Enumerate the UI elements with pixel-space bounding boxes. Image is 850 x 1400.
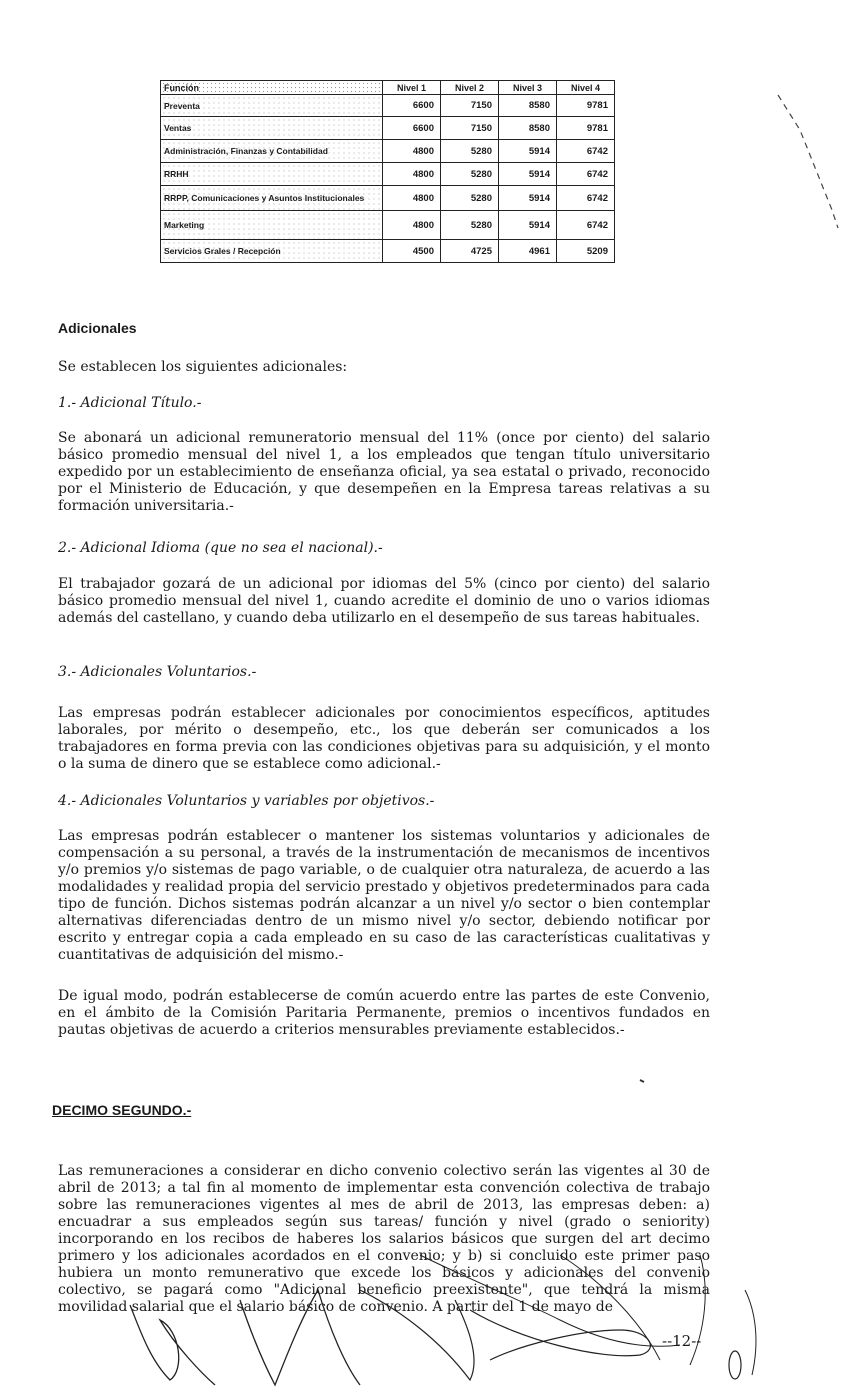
cell-funcion: Servicios Grales / Recepción — [161, 240, 383, 263]
cell-nivel-2: 7150 — [441, 117, 499, 140]
cell-nivel-4: 6742 — [557, 163, 615, 186]
cell-funcion: Preventa — [161, 95, 383, 117]
cell-nivel-2: 7150 — [441, 95, 499, 117]
table-header-row — [161, 81, 615, 95]
paragraph-decimo-segundo: Las remuneraciones a considerar en dicho convenio colectivo serán las vigentes al 30 de abril de 2013; a tal fin al momento de implementar esta convención colectiva de trabajo sobre las remuneraciones vigentes al mes de abril de 2013, las empresas deben: a) encuadrar a sus empleados según sus tareas/ función y nivel (grado o seniority) incorporando en los recibos de haberes los salarios básicos que surgen del art decimo primero y los adicionales acordados en el convenio; y b) si concluido este primer paso hubiera un monto remunerativo que excede los básicos y adicionales del convenio colectivo, se pagará como "Adicional beneficio preexistente", que tendrá la misma movilidad salarial que el salario básico de convenio. A partir del 1 de mayo de — [58, 1163, 710, 1315]
cell-nivel-3: 8580 — [499, 117, 557, 140]
table-row — [161, 211, 615, 240]
cell-nivel-3: 8580 — [499, 95, 557, 117]
cell-nivel-3: 5914 — [499, 211, 557, 240]
item-title-variables: 4.- Adicionales Voluntarios y variables por objetivos.- — [58, 793, 435, 809]
cell-nivel-1: 4800 — [383, 186, 441, 211]
col-header-nivel-2: Nivel 2 — [441, 81, 499, 95]
table-row — [161, 186, 615, 211]
cell-funcion: RRHH — [161, 163, 383, 186]
cell-nivel-3: 5914 — [499, 140, 557, 163]
table-row — [161, 240, 615, 263]
item-title-voluntarios: 3.- Adicionales Voluntarios.- — [58, 664, 257, 680]
col-header-nivel-3: Nivel 3 — [499, 81, 557, 95]
cell-nivel-3: 5914 — [499, 186, 557, 211]
cell-funcion: Marketing — [161, 211, 383, 240]
table-row — [161, 117, 615, 140]
section-heading-adicionales: Adicionales — [58, 320, 137, 336]
item-title-titulo: 1.- Adicional Título.- — [58, 395, 202, 411]
cell-nivel-3: 5914 — [499, 163, 557, 186]
cell-nivel-2: 5280 — [441, 140, 499, 163]
cell-nivel-2: 4725 — [441, 240, 499, 263]
col-header-nivel-1: Nivel 1 — [383, 81, 441, 95]
cell-funcion: RRPP, Comunicaciones y Asuntos Institucionales — [161, 186, 383, 211]
paragraph-variables-2: De igual modo, podrán establecerse de común acuerdo entre las partes de este Convenio, en el ámbito de la Comisión Paritaria Permanente, premios o incentivos fundados en pautas objetivas de acuerdo a criterios mensurables previamente establecidos.- — [58, 988, 710, 1038]
table-row — [161, 95, 615, 117]
table-row — [161, 140, 615, 163]
cell-nivel-1: 4800 — [383, 163, 441, 186]
cell-funcion: Ventas — [161, 117, 383, 140]
cell-nivel-4: 6742 — [557, 211, 615, 240]
cell-nivel-1: 4800 — [383, 140, 441, 163]
adicionales-intro: Se establecen los siguientes adicionales: — [58, 359, 348, 375]
cell-nivel-2: 5280 — [441, 163, 499, 186]
cell-nivel-1: 4500 — [383, 240, 441, 263]
cell-funcion: Administración, Finanzas y Contabilidad — [161, 140, 383, 163]
cell-nivel-1: 6600 — [383, 117, 441, 140]
cell-nivel-4: 9781 — [557, 95, 615, 117]
paragraph-variables-1: Las empresas podrán establecer o mantener los sistemas voluntarios y adicionales de compensación a su personal, a través de la instrumentación de mecanismos de incentivos y/o premios y/o sistemas de pago variable, o de cualquier otra naturaleza, de acuerdo a las modalidades y realidad propia del servicio prestado y objetivos predeterminados para cada tipo de función. Dichos sistemas podrán alcanzar a un nivel y/o sector o bien contemplar alternativas diferenciadas dentro de un mismo nivel y/o sector, debiendo notificar por escrito y entregar copia a cada empleado en su caso de las características cualitativas y cuantitativas de adquisición del mismo.- — [58, 828, 710, 963]
cell-nivel-3: 4961 — [499, 240, 557, 263]
cell-nivel-4: 6742 — [557, 140, 615, 163]
cell-nivel-1: 6600 — [383, 95, 441, 117]
salary-table — [160, 80, 615, 263]
page-number: --12-- — [662, 1332, 702, 1350]
cell-nivel-2: 5280 — [441, 186, 499, 211]
cell-nivel-4: 9781 — [557, 117, 615, 140]
paragraph-titulo: Se abonará un adicional remuneratorio mensual del 11% (once por ciento) del salario básico promedio mensual del nivel 1, a los empleados que tengan título universitario expedido por un establecimiento de enseñanza oficial, ya sea estatal o privado, reconocido por el Ministerio de Educación, y que desempeñen en la Empresa tareas relativas a su formación universitaria.- — [58, 430, 710, 514]
paragraph-voluntarios: Las empresas podrán establecer adicionales por conocimientos específicos, aptitudes laborales, por mérito o desempeño, etc., los que deberán ser comunicados a los trabajadores en forma previa con las condiciones objetivas para su adquisición, y el monto o la suma de dinero que se establece como adicional.- — [58, 705, 710, 772]
col-header-nivel-4: Nivel 4 — [557, 81, 615, 95]
col-header-funcion: Función — [161, 81, 383, 95]
cell-nivel-4: 6742 — [557, 186, 615, 211]
table-row — [161, 163, 615, 186]
cell-nivel-2: 5280 — [441, 211, 499, 240]
cell-nivel-4: 5209 — [557, 240, 615, 263]
section-heading-decimo-segundo: DECIMO SEGUNDO.- — [52, 1102, 192, 1118]
item-title-idioma: 2.- Adicional Idioma (que no sea el nacional).- — [58, 540, 383, 556]
paragraph-idioma: El trabajador gozará de un adicional por idiomas del 5% (cinco por ciento) del salario básico promedio mensual del nivel 1, cuando acredite el dominio de uno o varios idiomas además del castellano, y cuando deba utilizarlo en el desempeño de sus tareas habituales. — [58, 576, 710, 626]
cell-nivel-1: 4800 — [383, 211, 441, 240]
